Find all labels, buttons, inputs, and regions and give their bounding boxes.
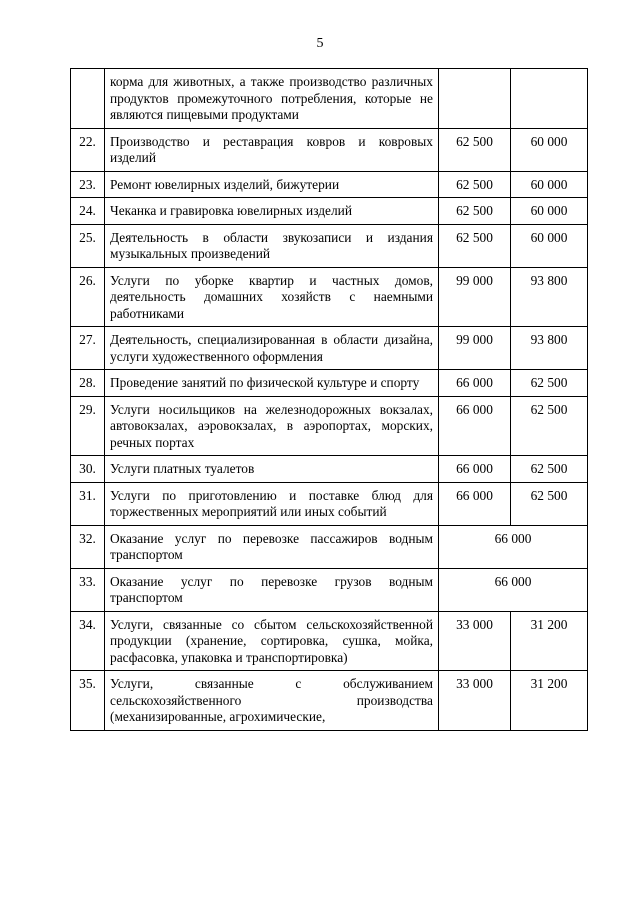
value-col-2: 62 500 bbox=[511, 396, 588, 456]
value-col-1: 99 000 bbox=[439, 327, 511, 370]
row-number: 27. bbox=[71, 327, 105, 370]
row-description: Услуги носильщиков на железнодорожных вокзалах, автовокзалах, аэровокзалах, в аэропортах, морских, речных портах bbox=[105, 396, 439, 456]
row-number: 26. bbox=[71, 267, 105, 327]
value-col-2: 60 000 bbox=[511, 128, 588, 171]
table-row bbox=[71, 611, 588, 671]
value-col-1: 62 500 bbox=[439, 128, 511, 171]
table-row bbox=[71, 396, 588, 456]
row-description: Услуги платных туалетов bbox=[105, 456, 439, 483]
table-row bbox=[71, 671, 588, 731]
value-col-1 bbox=[439, 69, 511, 129]
merged-value: 66 000 bbox=[439, 525, 588, 568]
value-col-1: 99 000 bbox=[439, 267, 511, 327]
value-col-2: 31 200 bbox=[511, 611, 588, 671]
row-description: Услуги, связанные с обслуживанием сельскохозяйственного производства (механизированные, агрохимические, bbox=[105, 671, 439, 731]
row-number: 30. bbox=[71, 456, 105, 483]
value-col-2: 62 500 bbox=[511, 370, 588, 397]
row-description: Оказание услуг по перевозке грузов водным транспортом bbox=[105, 568, 439, 611]
row-description: Оказание услуг по перевозке пассажиров водным транспортом bbox=[105, 525, 439, 568]
value-col-2: 60 000 bbox=[511, 224, 588, 267]
value-col-1: 62 500 bbox=[439, 198, 511, 225]
row-number: 31. bbox=[71, 482, 105, 525]
page-number: 5 bbox=[316, 36, 324, 51]
table-row bbox=[71, 267, 588, 327]
table-row bbox=[71, 224, 588, 267]
row-number: 32. bbox=[71, 525, 105, 568]
row-number: 22. bbox=[71, 128, 105, 171]
value-col-2: 93 800 bbox=[511, 267, 588, 327]
table-row bbox=[71, 370, 588, 397]
row-number: 34. bbox=[71, 611, 105, 671]
value-col-1: 66 000 bbox=[439, 456, 511, 483]
row-number bbox=[71, 69, 105, 129]
value-col-1: 66 000 bbox=[439, 482, 511, 525]
merged-value: 66 000 bbox=[439, 568, 588, 611]
row-number: 33. bbox=[71, 568, 105, 611]
table-row bbox=[71, 198, 588, 225]
table-row bbox=[71, 171, 588, 198]
row-number: 29. bbox=[71, 396, 105, 456]
row-description: Ремонт ювелирных изделий, бижутерии bbox=[105, 171, 439, 198]
row-number: 25. bbox=[71, 224, 105, 267]
table-row bbox=[71, 69, 588, 129]
value-col-2: 93 800 bbox=[511, 327, 588, 370]
row-number: 28. bbox=[71, 370, 105, 397]
value-col-2 bbox=[511, 69, 588, 129]
value-col-2: 60 000 bbox=[511, 171, 588, 198]
value-col-2: 62 500 bbox=[511, 456, 588, 483]
row-description: Деятельность, специализированная в области дизайна, услуги художественного оформления bbox=[105, 327, 439, 370]
row-description: Услуги по уборке квартир и частных домов, деятельность домашних хозяйств с наемными работниками bbox=[105, 267, 439, 327]
table-row bbox=[71, 128, 588, 171]
row-number: 35. bbox=[71, 671, 105, 731]
table-row bbox=[71, 525, 588, 568]
value-col-1: 33 000 bbox=[439, 671, 511, 731]
value-col-1: 66 000 bbox=[439, 396, 511, 456]
value-col-1: 62 500 bbox=[439, 171, 511, 198]
table-row bbox=[71, 327, 588, 370]
row-number: 23. bbox=[71, 171, 105, 198]
row-description: Проведение занятий по физической культуре и спорту bbox=[105, 370, 439, 397]
value-col-2: 62 500 bbox=[511, 482, 588, 525]
row-number: 24. bbox=[71, 198, 105, 225]
table-row bbox=[71, 568, 588, 611]
table-row bbox=[71, 456, 588, 483]
value-col-1: 66 000 bbox=[439, 370, 511, 397]
row-description: Услуги, связанные со сбытом сельскохозяйственной продукции (хранение, сортировка, сушка, мойка, расфасовка, упаковка и транспортировка) bbox=[105, 611, 439, 671]
row-description: Услуги по приготовлению и поставке блюд для торжественных мероприятий или иных событий bbox=[105, 482, 439, 525]
value-col-2: 31 200 bbox=[511, 671, 588, 731]
tax-table bbox=[70, 68, 588, 731]
value-col-1: 33 000 bbox=[439, 611, 511, 671]
value-col-2: 60 000 bbox=[511, 198, 588, 225]
table-row bbox=[71, 482, 588, 525]
row-description: Деятельность в области звукозаписи и издания музыкальных произведений bbox=[105, 224, 439, 267]
value-col-1: 62 500 bbox=[439, 224, 511, 267]
row-description: Чеканка и гравировка ювелирных изделий bbox=[105, 198, 439, 225]
row-description: Производство и реставрация ковров и ковровых изделий bbox=[105, 128, 439, 171]
row-description: корма для животных, а также производство различных продуктов промежуточного потребления, которые не являются пищевыми продуктами bbox=[105, 69, 439, 129]
